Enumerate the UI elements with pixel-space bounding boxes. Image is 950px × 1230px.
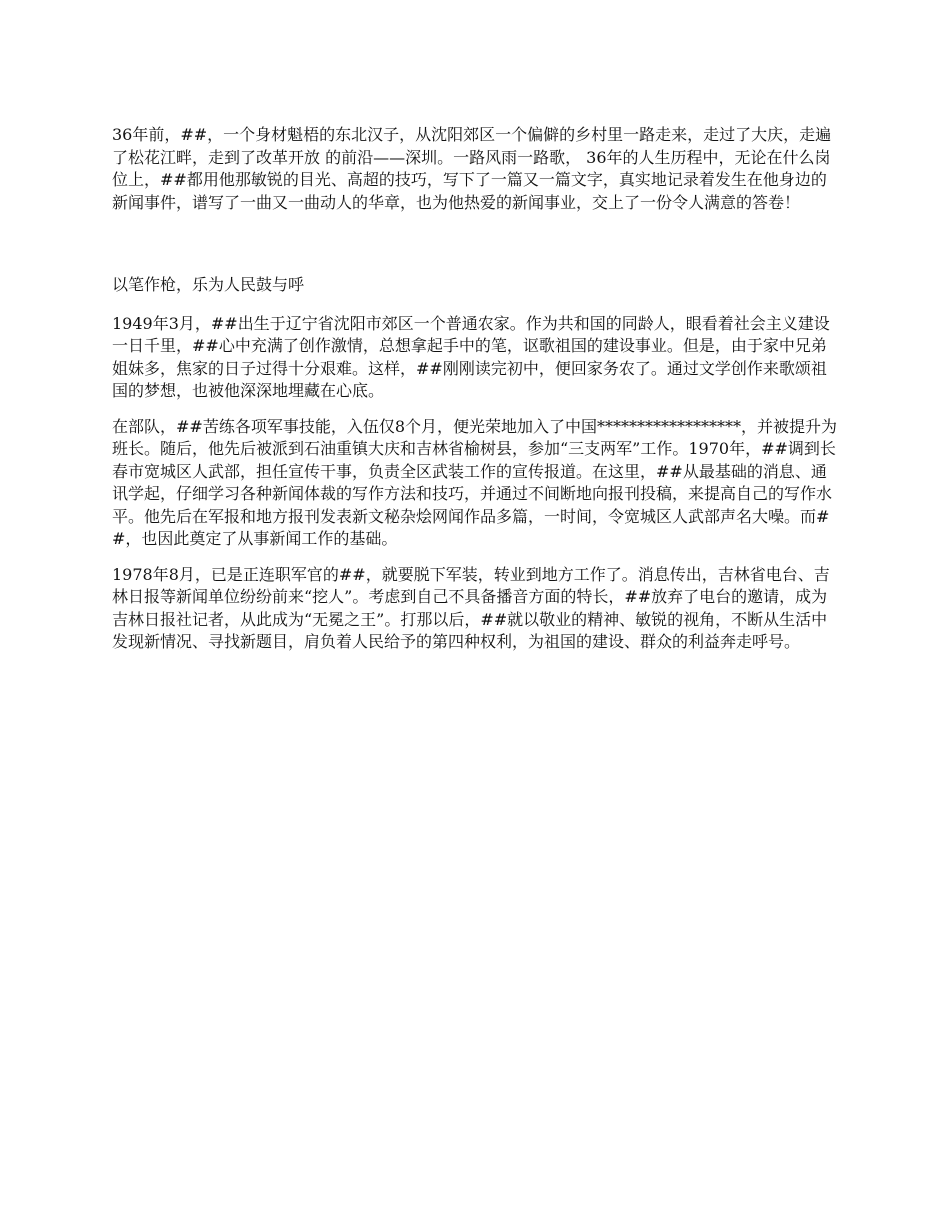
intro-paragraph: 36年前，##，一个身材魁梧的东北汉子，从沈阳郊区一个偏僻的乡村里一路走来，走过了大庆，走遍了松花江畔，走到了改革开放 的前沿——深圳。一路风雨一路歌， 36年的人生历程中，无论在什么岗位上，##都用他那敏锐的目光、高超的技巧，写下了一篇又一篇文字，真实地记录着发生在他身边的新闻事件，谱写了一曲又一曲动人的华章，也为他热爱的新闻事业，交上了一份令人满意的答卷！ <box>112 125 832 212</box>
body-paragraph-3: 1978年8月，已是正连职军官的##，就要脱下军装，转业到地方工作了。消息传出，吉林省电台、吉林日报等新闻单位纷纷前来“挖人”。考虑到自己不具备播音方面的特长，##放弃了电台的邀请，成为吉林日报社记者，从此成为“无冕之王”。打那以后，##就以敬业的精神、敏锐的视角，不断从生活中发现新情况、寻找新题目，肩负着人民给予的第四种权利，为祖国的建设、群众的利益奔走呼号。 <box>112 564 830 651</box>
body-paragraph-2: 在部队，##苦练各项军事技能，入伍仅8个月，便光荣地加入了中国******************，并被提升为班长。随后，他先后被派到石油重镇大庆和吉林省榆树县，参加“三支两军”工作。1970年，##调到长春市宽城区人武部，担任宣传干事，负责全区武装工作的宣传报道。在这里，##从最基础的消息、通讯学起，仔细学习各种新闻体裁的写作方法和技巧，并通过不间断地向报刊投稿，来提高自己的写作水平。他先后在军报和地方报刊发表新文秘杂烩网闻作品多篇，一时间，令宽城区人武部声名大噪。而##，也因此奠定了从事新闻工作的基础。 <box>112 416 837 548</box>
section-heading: 以笔作枪，乐为人民鼓与呼 <box>112 275 305 294</box>
body-paragraph-1: 1949年3月，##出生于辽宁省沈阳市郊区一个普通农家。作为共和国的同龄人，眼看着社会主义建设一日千里，##心中充满了创作激情，总想拿起手中的笔，讴歌祖国的建设事业。但是，由于家中兄弟姐妹多，焦家的日子过得十分艰难。这样，##刚刚读完初中，便回家务农了。通过文学创作来歌颂祖国的梦想，也被他深深地埋藏在心底。 <box>112 313 830 400</box>
document-body <box>112 124 840 667</box>
